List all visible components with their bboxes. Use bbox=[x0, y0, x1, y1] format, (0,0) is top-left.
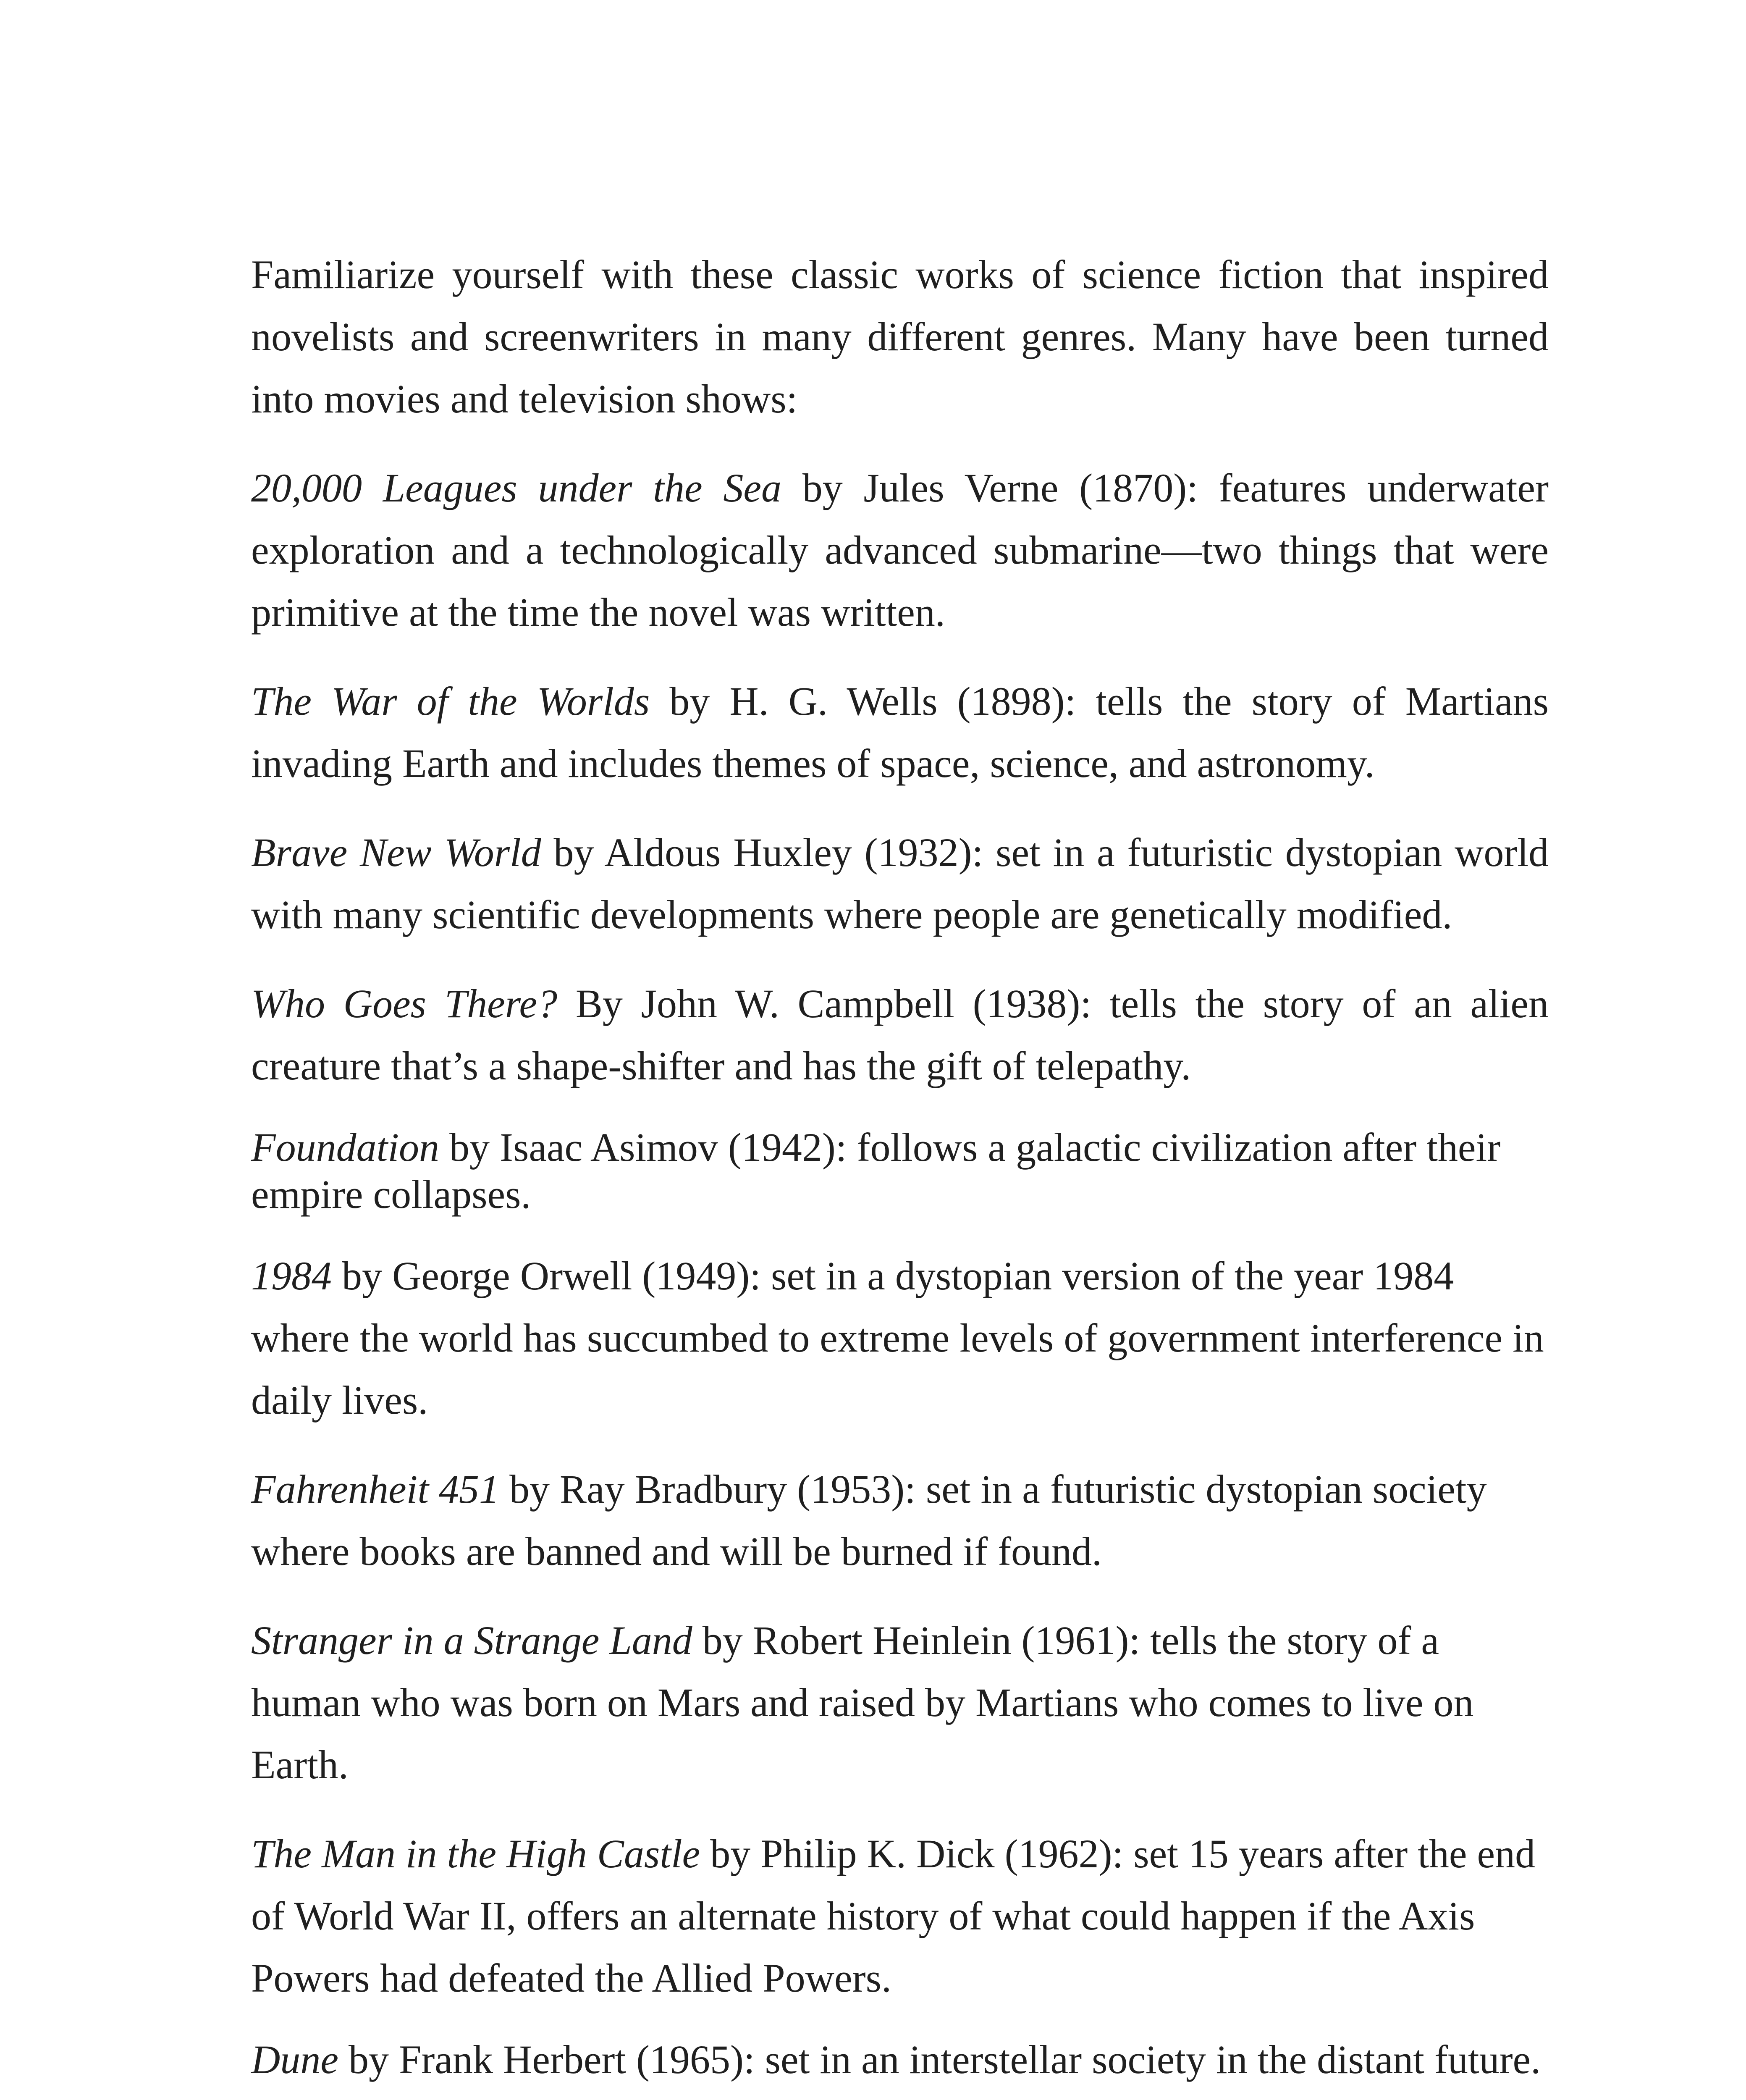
book-title: Dune bbox=[251, 2037, 338, 2082]
book-entry-dune bbox=[251, 2036, 1549, 2083]
intro-paragraph: Familiarize yourself with these classic works of science fiction that inspired novelists and screenwriters in many different genres. Many have been turned into movies and television shows: bbox=[251, 252, 1549, 421]
book-title: Brave New World bbox=[251, 830, 541, 875]
book-entry-who-goes-there bbox=[251, 973, 1549, 1097]
book-description: by George Orwell (1949): set in a dystopian version of the year 1984 where the world has succumbed to extreme levels of government interference in daily lives. bbox=[251, 1253, 1544, 1423]
book-title: The Man in the High Castle bbox=[251, 1831, 700, 1876]
book-entry-fahrenheit-451 bbox=[251, 1458, 1549, 1583]
book-title: Fahrenheit 451 bbox=[251, 1467, 499, 1512]
book-entry-brave-new-world bbox=[251, 822, 1549, 946]
book-description: By John W. Campbell (1938): tells the story of an alien creature that’s a shape-shifter and has the gift of telepathy. bbox=[251, 981, 1549, 1088]
book-title: Foundation bbox=[251, 1125, 439, 1170]
book-description: by Jules Verne (1870): features underwater exploration and a technologically advanced submarine—two things that were primitive at the time the novel was written. bbox=[251, 465, 1549, 635]
book-description: by Aldous Huxley (1932): set in a futuristic dystopian world with many scientific developments where people are genetically modified. bbox=[251, 830, 1549, 937]
book-entry-war-of-the-worlds bbox=[251, 670, 1549, 795]
book-description: by Robert Heinlein (1961): tells the story of a human who was born on Mars and raised by Martians who comes to live on Earth. bbox=[251, 1618, 1474, 1787]
book-entry-stranger-in-a-strange-land bbox=[251, 1609, 1549, 1796]
book-description: by Philip K. Dick (1962): set 15 years after the end of World War II, offers an alternate history of what could happen if the Axis Powers had defeated the Allied Powers. bbox=[251, 1831, 1536, 2000]
book-entry-foundation bbox=[251, 1124, 1549, 1218]
book-description: by Isaac Asimov (1942): follows a galactic civilization after their empire collapses. bbox=[251, 1125, 1501, 1217]
book-description: by Ray Bradbury (1953): set in a futuristic dystopian society where books are banned and will be burned if found. bbox=[251, 1467, 1487, 1574]
book-description: by Frank Herbert (1965): set in an interstellar society in the distant future. bbox=[338, 2037, 1541, 2082]
book-list-content bbox=[251, 244, 1549, 2100]
book-entry-20000-leagues bbox=[251, 457, 1549, 643]
book-title: 1984 bbox=[251, 1253, 332, 1298]
book-description: by H. G. Wells (1898): tells the story of Martians invading Earth and includes themes of space, science, and astronomy. bbox=[251, 679, 1549, 786]
book-title: Stranger in a Strange Land bbox=[251, 1618, 692, 1663]
book-title: 20,000 Leagues under the Sea bbox=[251, 465, 781, 510]
book-entry-1984 bbox=[251, 1245, 1549, 1431]
book-title: The War of the Worlds bbox=[251, 679, 650, 724]
book-entry-man-in-the-high-castle bbox=[251, 1823, 1549, 2009]
book-title: Who Goes There? bbox=[251, 981, 558, 1026]
